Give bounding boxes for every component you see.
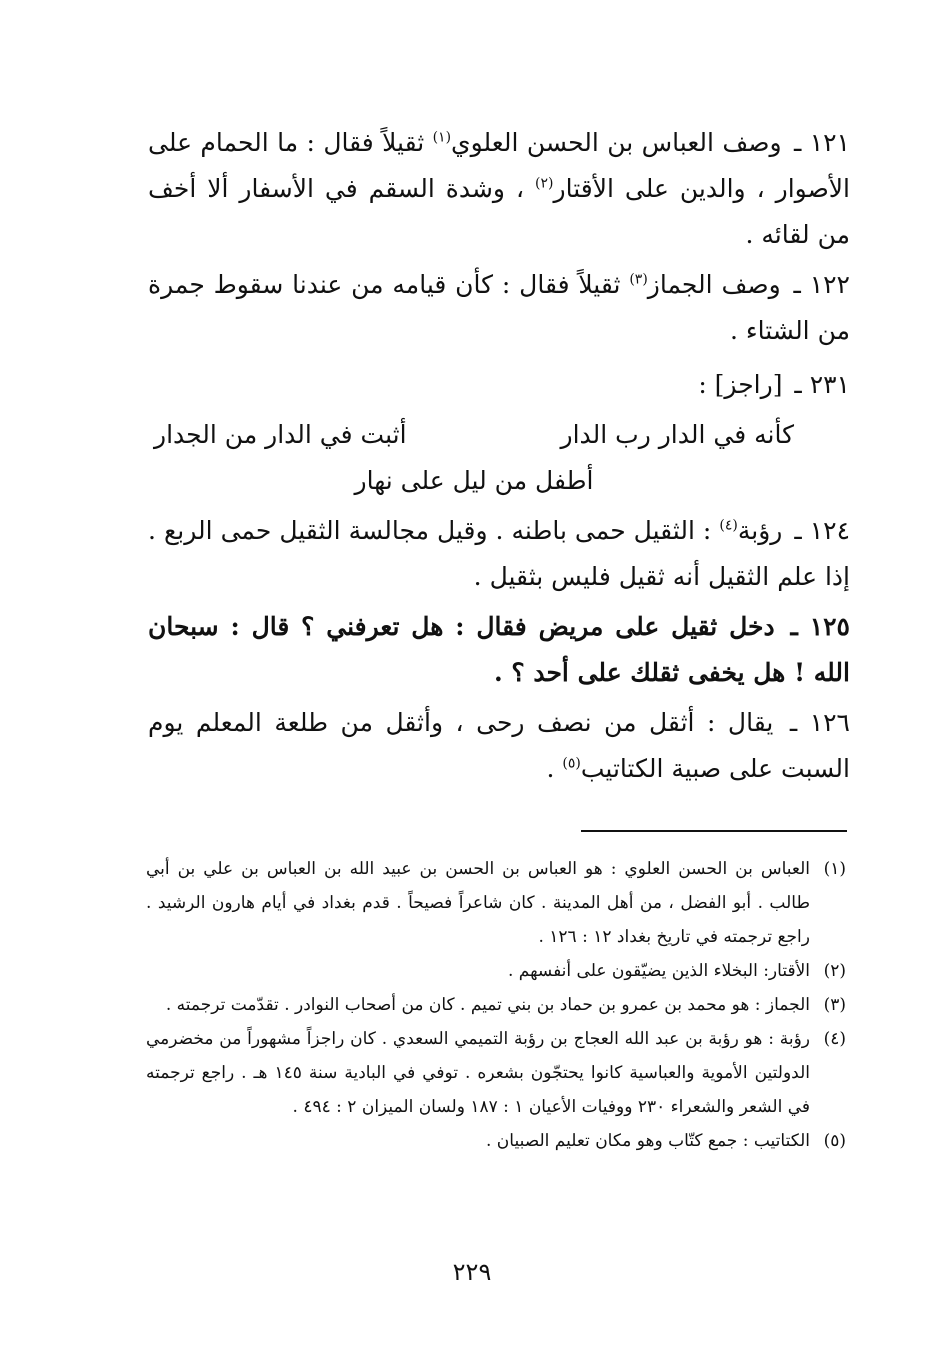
page-number: ٢٢٩	[452, 1258, 492, 1286]
footnote-number: (٥)	[823, 1131, 846, 1151]
footnote-number: (٤)	[823, 1029, 846, 1049]
paragraph-text: وصف الجماز	[647, 270, 781, 299]
paragraph-number: ١٢٤ ـ	[794, 516, 851, 545]
paragraph-text: ثقيلاً فقال : كأن قيامه من عندنا سقوط جمرة من الشتاء .	[148, 270, 850, 345]
paragraph-125	[148, 604, 850, 696]
footnote-5	[146, 1124, 846, 1158]
paragraph-number: ١٢٢ ـ	[793, 270, 850, 299]
paragraph-text: دخل ثقيل على مريض فقال : هل تعرفني ؟ قال : سبحان الله ! هل يخفى ثقلك على أحد ؟ .	[148, 612, 850, 687]
footnote-ref-4[interactable]: (٤)	[719, 517, 738, 534]
footnote-1	[146, 852, 846, 954]
footnote-number: (٣)	[823, 995, 846, 1015]
footnote-text: الجماز : هو محمد بن عمرو بن حماد بن بني تميم . كان من أصحاب النوادر . تقدّمت ترجمته .	[165, 995, 810, 1015]
paragraph-text: : الثقيل حمى باطنه . وقيل مجالسة الثقيل حمى الربع . إذا علم الثقيل أنه ثقيل فليس بثقيل .	[148, 516, 850, 591]
paragraph-number: ١٢٦ ـ	[789, 708, 850, 737]
footnote-text: رؤبة : هو رؤبة بن عبد الله العجاج بن رؤبة التميمي السعدي . كان راجزاً مشهوراً من مخضرمي الدولتين الأموية والعباسية كانوا يحتجّون بشعره . توفي في البادية سنة ١٤٥ هـ . راجع ترجمته في الشعر والشعراء ٢٣٠ ووفيات الأعيان ١ : ١٨٧ ولسان الميزان ٢ : ٤٩٤ .	[146, 1029, 811, 1117]
footnote-2	[146, 954, 846, 988]
paragraph-231	[148, 362, 850, 408]
footnote-ref-1[interactable]: (١)	[432, 129, 452, 146]
poem-line-2	[154, 458, 794, 504]
poem-line-1	[154, 412, 794, 458]
footnote-4	[146, 1022, 846, 1124]
footnotes	[146, 852, 846, 1158]
paragraph-text: وصف العباس بن الحسن العلوي	[451, 128, 782, 157]
footnote-text: الأقتار: البخلاء الذين يضيّقون على أنفسهم .	[507, 961, 810, 981]
poem-hemistich-left: أثبت في الدار من الجدار	[154, 420, 407, 449]
paragraph-number: ٢٣١ ـ	[794, 370, 850, 399]
poem-hemistich-right: كأنه في الدار رب الدار	[560, 420, 794, 449]
paragraph-text: [راجز] :	[698, 370, 783, 399]
paragraph-text: ، وشدة السقم في الأسفار ألا أخف من لقائه .	[148, 174, 850, 249]
footnote-ref-3[interactable]: (٣)	[629, 271, 648, 288]
footnote-text: العباس بن الحسن العلوي : هو العباس بن الحسن بن عبيد الله بن العباس بن علي بن أبي طالب . أبو الفضل ، من أهل المدينة . كان شاعراً فصيحاً . قدم بغداد في أيام هارون الرشيد . راجع ترجمته في تاريخ بغداد ١٢ : ١٢٦ .	[146, 859, 810, 947]
paragraph-121	[148, 120, 850, 258]
paragraph-number: ١٢٥ ـ	[790, 612, 850, 641]
footnote-ref-2[interactable]: (٢)	[535, 175, 554, 192]
footnote-3	[146, 988, 846, 1022]
poem-hemistich: أطفل من ليل على نهار	[354, 466, 594, 495]
footnote-divider	[581, 830, 847, 832]
paragraph-122	[148, 262, 850, 354]
footnote-text: الكتاتيب : جمع كتّاب وهو مكان تعليم الصبيان .	[486, 1131, 810, 1151]
paragraph-126	[148, 700, 850, 792]
footnote-ref-5[interactable]: (٥)	[562, 755, 581, 772]
footnote-number: (٢)	[823, 961, 846, 981]
paragraph-text: يقال : أثقل من نصف رحى ، وأثقل من طلعة المعلم يوم السبت على صبية الكتاتيب	[148, 708, 850, 783]
footnote-number: (١)	[823, 859, 846, 879]
paragraph-text: ثقيلاً فقال : ما الحمام على الأصوار ، والدين على الأقتار	[148, 128, 851, 203]
poem	[154, 412, 794, 504]
paragraph-number: ١٢١ ـ	[793, 128, 850, 157]
paragraph-124	[148, 508, 850, 600]
paragraph-text: رؤبة	[737, 516, 783, 545]
paragraph-text: .	[546, 754, 555, 783]
